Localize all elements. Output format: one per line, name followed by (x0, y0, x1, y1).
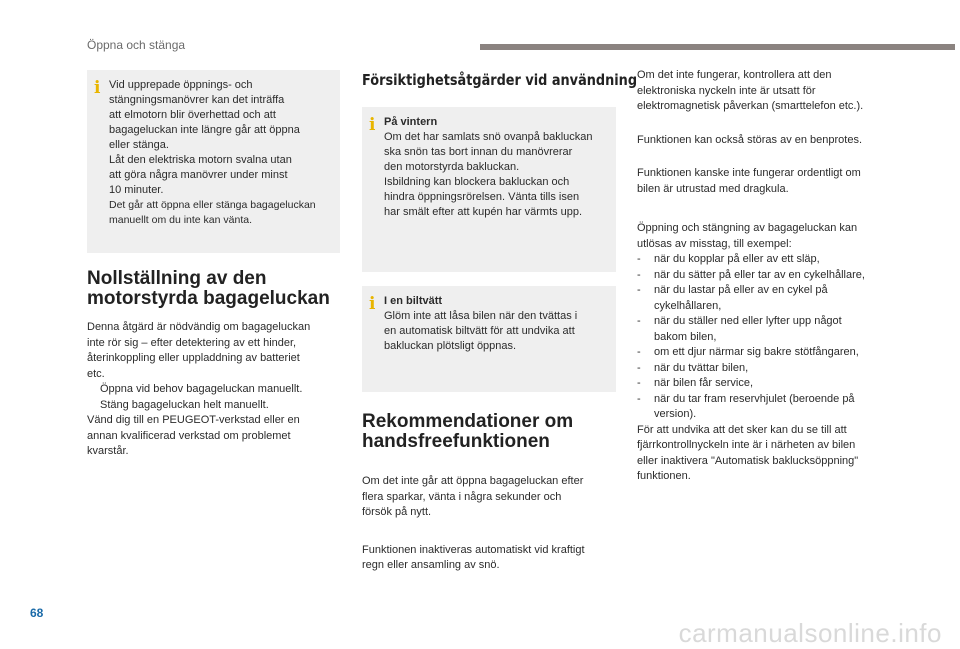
section-heading-precautions: Försiktighetsåtgärder vid användning (362, 71, 638, 89)
section-heading-reset: Nollställning av den motorstyrda bagageluckan (87, 268, 330, 309)
handsfree-para-2: Funktionen inaktiveras automatiskt vid kraftigt regn eller ansamling av snö. (362, 543, 585, 571)
handsfree-para-4: Funktionen kan också störas av en benprotes. (637, 133, 863, 146)
header-title: Öppna och stänga (87, 38, 186, 52)
accidental-trigger-list (637, 252, 899, 423)
list-item: - när du tar fram reservhjulet (beroende på version). (637, 392, 855, 420)
note-small-text: Det går att öppna eller stänga bagageluckan manuellt om du inte kan vänta. (109, 199, 316, 226)
list-item: - när du ställer ned eller lyfter upp något bakom bilen, (637, 315, 842, 343)
info-note-carwash (362, 286, 616, 392)
list-item: - om ett djur närmar sig bakre stötfångaren, (637, 346, 859, 358)
handsfree-para-3: Om det inte fungerar, kontrollera att den elektroniska nyckeln inte är utsatt för elektromagnetisk påverkan (smarttelefon etc.). (637, 69, 864, 112)
list-item: - när bilen får service, (637, 377, 754, 389)
note-title: På vintern (384, 116, 438, 128)
info-icon: i (369, 294, 376, 314)
reset-outro: Vänd dig till en PEUGEOT-verkstad eller en annan kvalificerad verkstad om problemet kvarstår. (87, 414, 300, 457)
info-icon: i (94, 78, 101, 98)
info-note-winter (362, 107, 616, 272)
list-item: - när du kopplar på eller av ett släp, (637, 253, 820, 265)
note-text: Vid upprepade öppnings- och stängningsmanövrer kan det inträffa att elmotorn blir överhettad och att bagageluckan inte längre går att öppna eller stänga. Låt den elektriska motorn svalna utan att göra några manövrer under minst 10 minuter. (109, 79, 300, 196)
column-3 (637, 68, 899, 485)
list-item: - när du lastar på eller av en cykel på cykelhållaren, (637, 284, 828, 312)
info-icon: i (369, 115, 376, 135)
column-1 (87, 70, 340, 460)
step-text: Stäng bagageluckan helt manuellt. (100, 398, 269, 411)
info-note-overheat (87, 70, 340, 253)
list-item: - när du tvättar bilen, (637, 361, 749, 374)
handsfree-para-7: För att undvika att det sker kan du se till att fjärrkontrollnyckeln inte är i närheten av bilen eller inaktivera "Automatisk baklucksöppning" funktionen. (637, 423, 859, 482)
note-text: Glöm inte att låsa bilen när den tvättas i en automatisk biltvätt för att undvika att bakluckan plötsligt öppnas. (384, 310, 578, 352)
handsfree-para-1: Om det inte går att öppna bagageluckan efter flera sparkar, vänta i några sekunder och försök på nytt. (362, 475, 584, 518)
step-text: Öppna vid behov bagageluckan manuellt. (100, 383, 303, 395)
note-title: I en biltvätt (384, 295, 443, 307)
note-text: Om det har samlats snö ovanpå bakluckan ska snön tas bort innan du manövrerar den motorstyrda bakluckan. Isbildning kan blockera bakluckan och hindra öppningsrörelsen. Vänta tills isen har smält efter att kupén har värmts upp. (384, 131, 593, 218)
step-icon (87, 398, 100, 414)
section-heading-handsfree: Rekommendationer om handsfreefunktionen (362, 411, 574, 452)
reset-steps (87, 382, 340, 413)
handsfree-para-5: Funktionen kanske inte fungerar ordentligt om bilen är utrustad med dragkula. (637, 167, 861, 195)
handsfree-para-6: Öppning och stängning av bagageluckan kan utlösas av misstag, till exempel: (637, 222, 858, 250)
watermark: carmanualsonline.info (678, 618, 942, 648)
reset-intro: Denna åtgärd är nödvändig om bagageluckan inte rör sig – efter detektering av ett hinder, återinkoppling eller uppladdning av batteriet etc. (87, 321, 311, 380)
header-bar (480, 44, 955, 50)
column-2 (362, 70, 638, 574)
list-item (87, 398, 340, 414)
list-item: - när du sätter på eller tar av en cykelhållare, (637, 268, 865, 281)
step-icon (87, 382, 100, 398)
page-number: 68 (30, 606, 44, 620)
list-item (87, 382, 340, 398)
